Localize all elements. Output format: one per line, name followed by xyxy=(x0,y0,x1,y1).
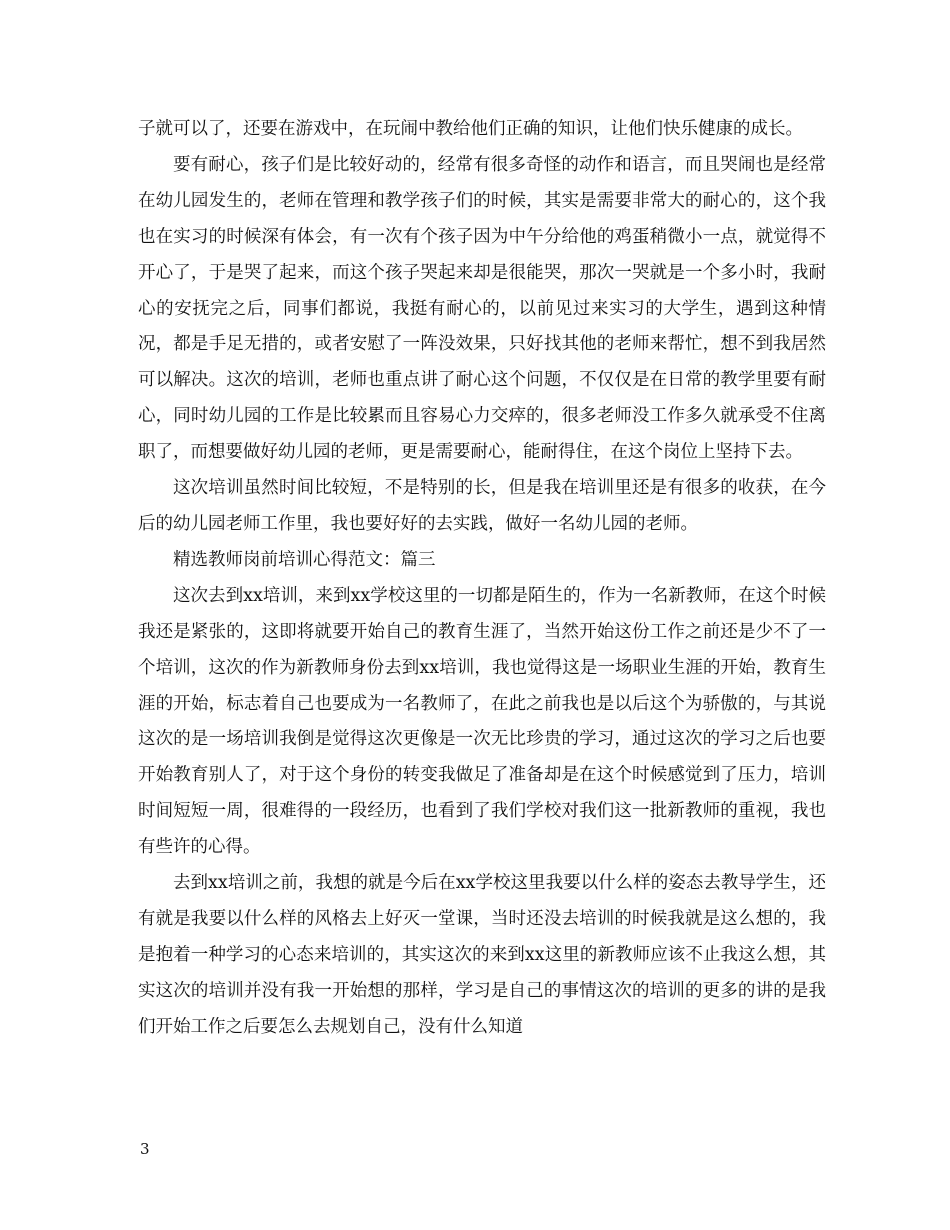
paragraph-new-teacher: 这次去到xx培训，来到xx学校这里的一切都是陌生的，作为一名新教师，在这个时候我还是紧张的，这即将就要开始自己的教育生涯了，当然开始这份工作之前还是少不了一个培训，这次的作为新教师身份去到xx培训，我也觉得这是一场职业生涯的开始，教育生涯的开始，标志着自己也要成为一名教师了，在此之前我也是以后这个为骄傲的，与其说这次的是一场培训我倒是觉得这次更像是一次无比珍贵的学习，通过这次的学习之后也要开始教育别人了，对于这个身份的转变我做足了准备却是在这个时候感觉到了压力，培训时间短短一周，很难得的一段经历，也看到了我们学校对我们这一批新教师的重视，我也有些许的心得。 xyxy=(138,585,826,858)
paragraph-training-summary: 这次培训虽然时间比较短，不是特别的长，但是我在培训里还是有很多的收获，在今后的幼儿园老师工作里，我也要好好的去实践，做好一名幼儿园的老师。 xyxy=(138,478,826,534)
section-heading: 精选教师岗前培训心得范文：篇三 xyxy=(173,549,436,570)
paragraph-before-training: 去到xx培训之前，我想的就是今后在xx学校这里我要以什么样的姿态去教导学生，还有就是我要以什么样的风格去上好灭一堂课，当时还没去培训的时候我就是这么想的，我是抱着一种学习的心态来培训的，其实这次的来到xx这里的新教师应该不止我这么想，其实这次的培训并没有我一开始想的那样，学习是自己的事情这次的培训的更多的讲的是我们开始工作之后要怎么去规划自己，没有什么知道 xyxy=(138,873,826,1037)
paragraph-patience: 要有耐心，孩子们是比较好动的，经常有很多奇怪的动作和语言，而且哭闹也是经常在幼儿园发生的，老师在管理和教学孩子们的时候，其实是需要非常大的耐心的，这个我也在实习的时候深有体会，有一次有个孩子因为中午分给他的鸡蛋稍微小一点，就觉得不开心了，于是哭了起来，而这个孩子哭起来却是很能哭，那次一哭就是一个多小时，我耐心的安抚完之后，同事们都说，我挺有耐心的，以前见过来实习的大学生，遇到这种情况，都是手足无措的，或者安慰了一阵没效果，只好找其他的老师来帮忙，想不到我居然可以解决。这次的培训，老师也重点讲了耐心这个问题，不仅仅是在日常的教学里要有耐心，同时幼儿园的工作是比较累而且容易心力交瘁的，很多老师没工作多久就承受不住离职了，而想要做好幼儿园的老师，更是需要耐心，能耐得住，在这个岗位上坚持下去。 xyxy=(138,154,826,463)
paragraph-continuation: 子就可以了，还要在游戏中，在玩闹中教给他们正确的知识，让他们快乐健康的成长。 xyxy=(138,119,803,139)
document-body xyxy=(138,112,826,1046)
page-number: 3 xyxy=(140,1140,150,1158)
